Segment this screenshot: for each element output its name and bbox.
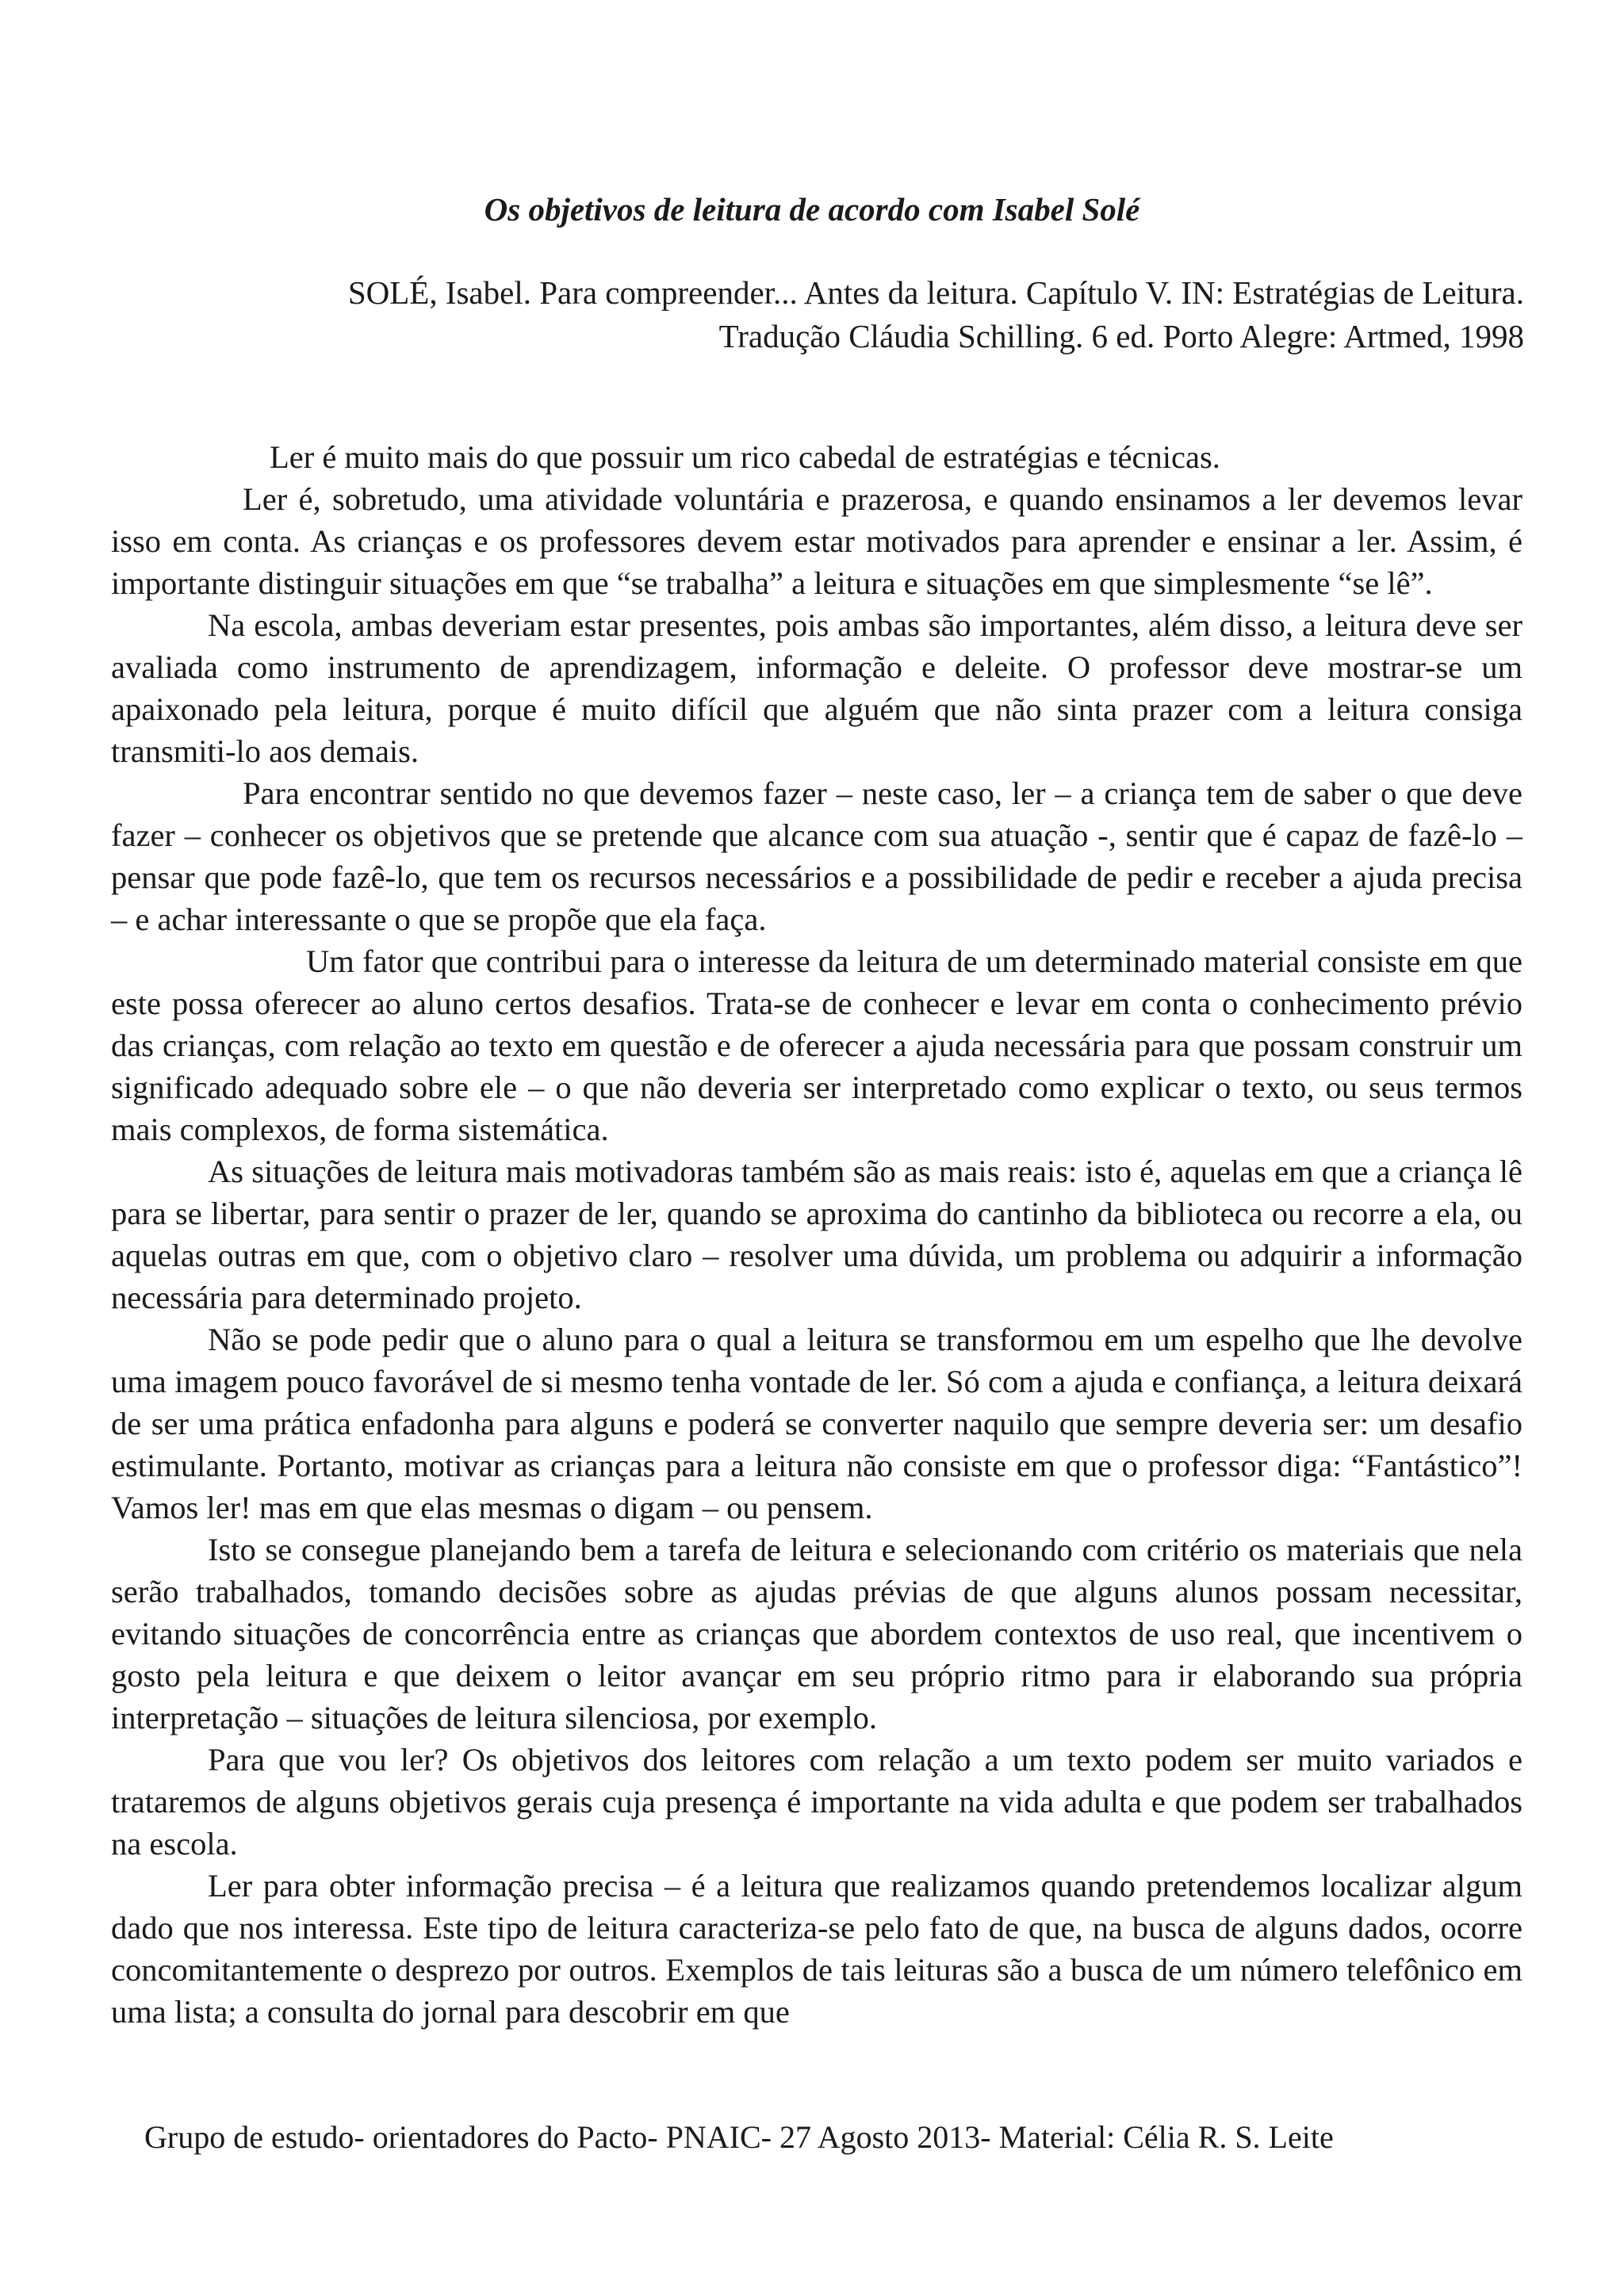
body-text [111,436,1522,2033]
reference-line: SOLÉ, Isabel. Para compreender... Antes da leitura. Capítulo V. IN: Estratégias de Leitura. [347,274,1524,311]
bibliographic-reference [97,271,1524,358]
page-footer: Grupo de estudo- orientadores do Pacto- PNAIC- 27 Agosto 2013- Material: Célia R. S. Leite [144,2119,1334,2155]
paragraph: Para que vou ler? Os objetivos dos leitores com relação a um texto podem ser muito variados e trataremos de alguns objetivos gerais cuja presença é importante na vida adulta e que podem ser trabalhados na escola. [111,1742,1522,1862]
paragraph: Não se pode pedir que o aluno para o qual a leitura se transformou em um espelho que lhe devolve uma imagem pouco favorável de si mesmo tenha vontade de ler. Só com a ajuda e confiança, a leitura deixará de ser uma prática enfadonha para alguns e poderá se converter naquilo que sempre deveria ser: um desafio estimulante. Portanto, motivar as crianças para a leitura não consiste em que o professor diga: “Fantástico”! Vamos ler! mas em que elas mesmas o digam – ou pensem. [111,1322,1522,1525]
paragraph: Para encontrar sentido no que devemos fazer – neste caso, ler – a criança tem de saber o que deve fazer – conhecer os objetivos que se pretende que alcance com sua atuação -, sentir que é capaz de fazê-lo – pensar que pode fazê-lo, que tem os recursos necessários e a possibilidade de pedir e receber a ajuda precisa – e achar interessante o que se propõe que ela faça. [111,775,1522,937]
paragraph: Ler é, sobretudo, uma atividade voluntária e prazerosa, e quando ensinamos a ler devemos levar isso em conta. As crianças e os professores devem estar motivados para aprender e ensinar a ler. Assim, é importante distinguir situações em que “se trabalha” a leitura e situações em que simplesmente “se lê”. [111,481,1522,601]
paragraph: Ler é muito mais do que possuir um rico cabedal de estratégias e técnicas. [270,439,1220,475]
paragraph: Um fator que contribui para o interesse da leitura de um determinado material consiste em que este possa oferecer ao aluno certos desafios. Trata-se de conhecer e levar em conta o conhecimento prévio das crianças, com relação ao texto em questão e de oferecer a ajuda necessária para que possam construir um significado adequado sobre ele – o que não deveria ser interpretado como explicar o texto, ou seus termos mais complexos, de forma sistemática. [111,943,1522,1147]
paragraph: Isto se consegue planejando bem a tarefa de leitura e selecionando com critério os materiais que nela serão trabalhados, tomando decisões sobre as ajudas prévias de que alguns alunos possam necessitar, evitando situações de concorrência entre as crianças que abordem contextos de uso real, que incentivem o gosto pela leitura e que deixem o leitor avançar em seu próprio ritmo para ir elaborando sua própria interpretação – situações de leitura silenciosa, por exemplo. [111,1532,1522,1735]
page-title: Os objetivos de leitura de acordo com Isabel Solé [484,191,1140,228]
reference-line: Tradução Cláudia Schilling. 6 ed. Porto Alegre: Artmed, 1998 [718,318,1524,354]
paragraph: Na escola, ambas deveriam estar presentes, pois ambas são importantes, além disso, a leitura deve ser avaliada como instrumento de aprendizagem, informação e deleite. O professor deve mostrar-se um apaixonado pela leitura, porque é muito difícil que alguém que não sinta prazer com a leitura consiga transmiti-lo aos demais. [111,607,1522,769]
paragraph: Ler para obter informação precisa – é a leitura que realizamos quando pretendemos localizar algum dado que nos interessa. Este tipo de leitura caracteriza-se pelo fato de que, na busca de alguns dados, ocorre concomitantemente o desprezo por outros. Exemplos de tais leituras são a busca de um número telefônico em uma lista; a consulta do jornal para descobrir em que [111,1868,1522,2030]
paragraph: As situações de leitura mais motivadoras também são as mais reais: isto é, aquelas em que a criança lê para se libertar, para sentir o prazer de ler, quando se aproxima do cantinho da biblioteca ou recorre a ela, ou aquelas outras em que, com o objetivo claro – resolver uma dúvida, um problema ou adquirir a informação necessária para determinado projeto. [111,1154,1522,1315]
